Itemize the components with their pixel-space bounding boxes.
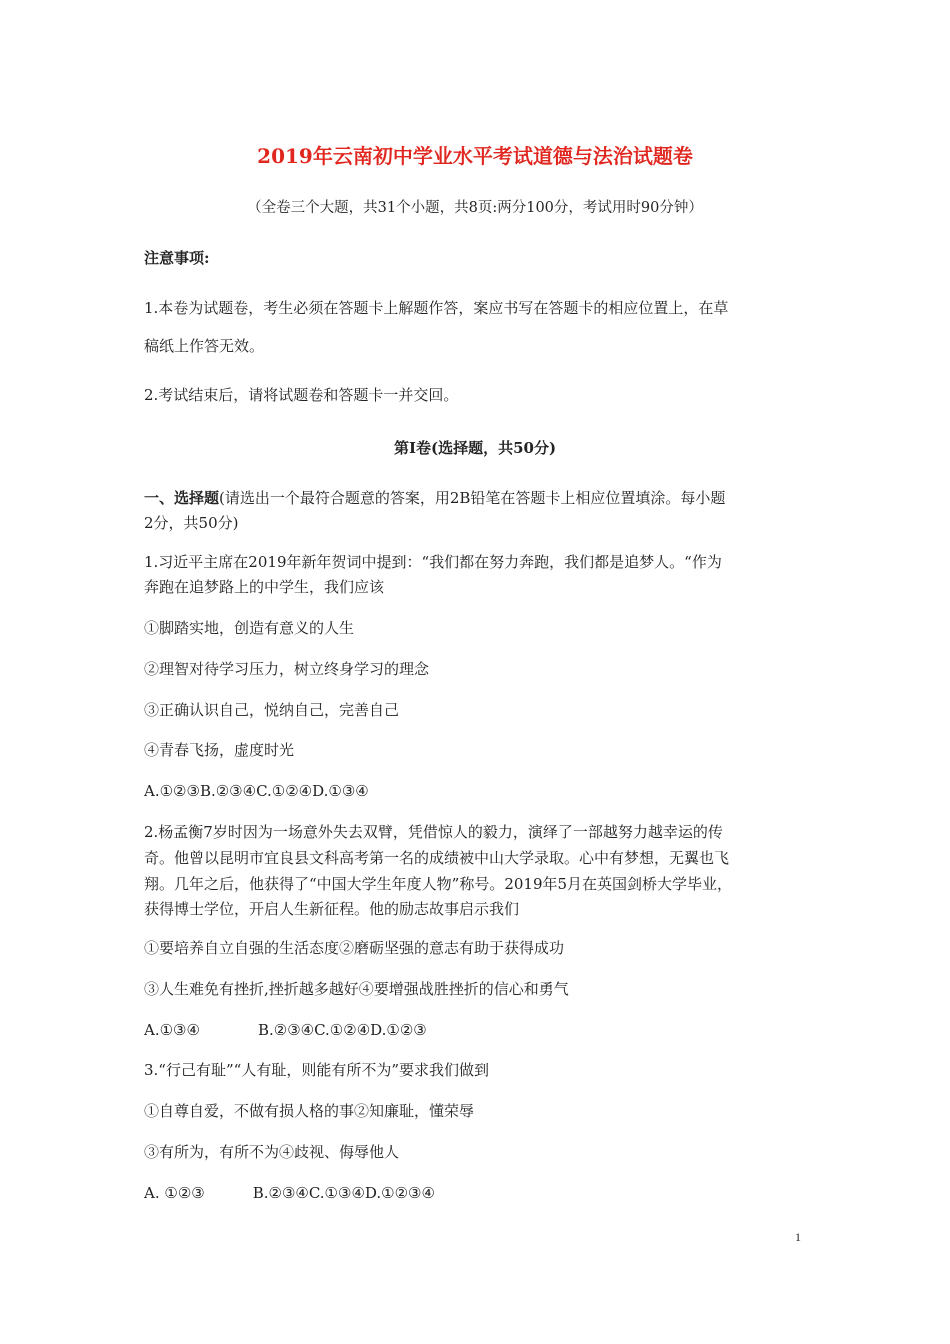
q2-line-4: 获得博士学位，开启人生新征程。他的励志故事启示我们 <box>144 900 520 918</box>
notice-heading: 注意事项: <box>144 249 210 267</box>
q2-options-1-2: ①要培养自立自强的生活态度②磨砺坚强的意志有助于获得成功 <box>144 939 565 957</box>
q2-choices <box>144 1018 816 1042</box>
q2-choices-rest: B.②③④C.①②④D.①②③ <box>257 1021 427 1039</box>
q2-options-3-4: ③人生难免有挫折,挫折越多越好④要增强战胜挫折的信心和勇气 <box>144 980 569 998</box>
q1-option-4: ④青春飞扬，虚度时光 <box>144 741 295 759</box>
q2-line-1: 2.杨孟衡7岁时因为一场意外失去双臂，凭借惊人的毅力，演绎了一部越努力越幸运的传 <box>144 823 723 841</box>
part1-instr-line-1: (请选出一个最符合题意的答案，用2B铅笔在答题卡上相应位置填涂。每小题 <box>219 489 726 507</box>
q3-line-1: 3.“行己有耻”“人有耻，则能有所不为”要求我们做到 <box>144 1061 489 1079</box>
section-heading: 第Ⅰ卷(选择题，共50分) <box>393 439 557 457</box>
page-number: 1 <box>795 1230 801 1244</box>
part1-label: 一、选择题 <box>144 489 220 507</box>
q3-choices-rest: B.②③④C.①③④D.①②③④ <box>252 1184 435 1202</box>
exam-subtitle: （全卷三个大题，共31个小题，共8页:两分100分，考试用时90分钟） <box>247 200 703 216</box>
q3-options-1-2: ①自尊自爱，不做有损人格的事②知廉耻，懂荣辱 <box>144 1102 475 1120</box>
part1-instr-line-2: 2分，共50分) <box>144 514 239 532</box>
notice-item-1-line-2: 稿纸上作答无效。 <box>144 337 265 355</box>
q2-line-2: 奇。他曾以昆明市宜良县文科高考第一名的成绩被中山大学录取。心中有梦想，无翼也飞 <box>144 849 730 867</box>
q2-line-3: 翔。几年之后，他获得了“中国大学生年度人物”称号。2019年5月在英国剑桥大学毕业， <box>144 875 733 893</box>
q3-choice-a: A. ①②③ <box>144 1184 205 1202</box>
part1-instructions <box>144 486 816 510</box>
page-title: 2019年云南初中学业水平考试道德与法治试题卷 <box>257 144 693 168</box>
q3-choices <box>144 1181 816 1205</box>
q1-option-1: ①脚踏实地，创造有意义的人生 <box>144 619 355 637</box>
q3-options-3-4: ③有所为，有所不为④歧视、侮辱他人 <box>144 1143 400 1161</box>
notice-item-1-line-1: 1.本卷为试题卷，考生必须在答题卡上解题作答，案应书写在答题卡的相应位置上，在草 <box>144 299 729 317</box>
q1-choices: A.①②③B.②③④C.①②④D.①③④ <box>144 782 369 800</box>
q1-line-2: 奔跑在追梦路上的中学生，我们应该 <box>144 578 385 596</box>
notice-item-2: 2.考试结束后，请将试题卷和答题卡一并交回。 <box>144 386 459 404</box>
q1-option-2: ②理智对待学习压力，树立终身学习的理念 <box>144 660 430 678</box>
q1-line-1: 1.习近平主席在2019年新年贺词中提到：“我们都在努力奔跑，我们都是追梦人。“作为 <box>144 553 722 571</box>
q2-choice-a: A.①③④ <box>144 1021 200 1039</box>
q1-option-3: ③正确认识自己，悦纳自己，完善自己 <box>144 701 400 719</box>
